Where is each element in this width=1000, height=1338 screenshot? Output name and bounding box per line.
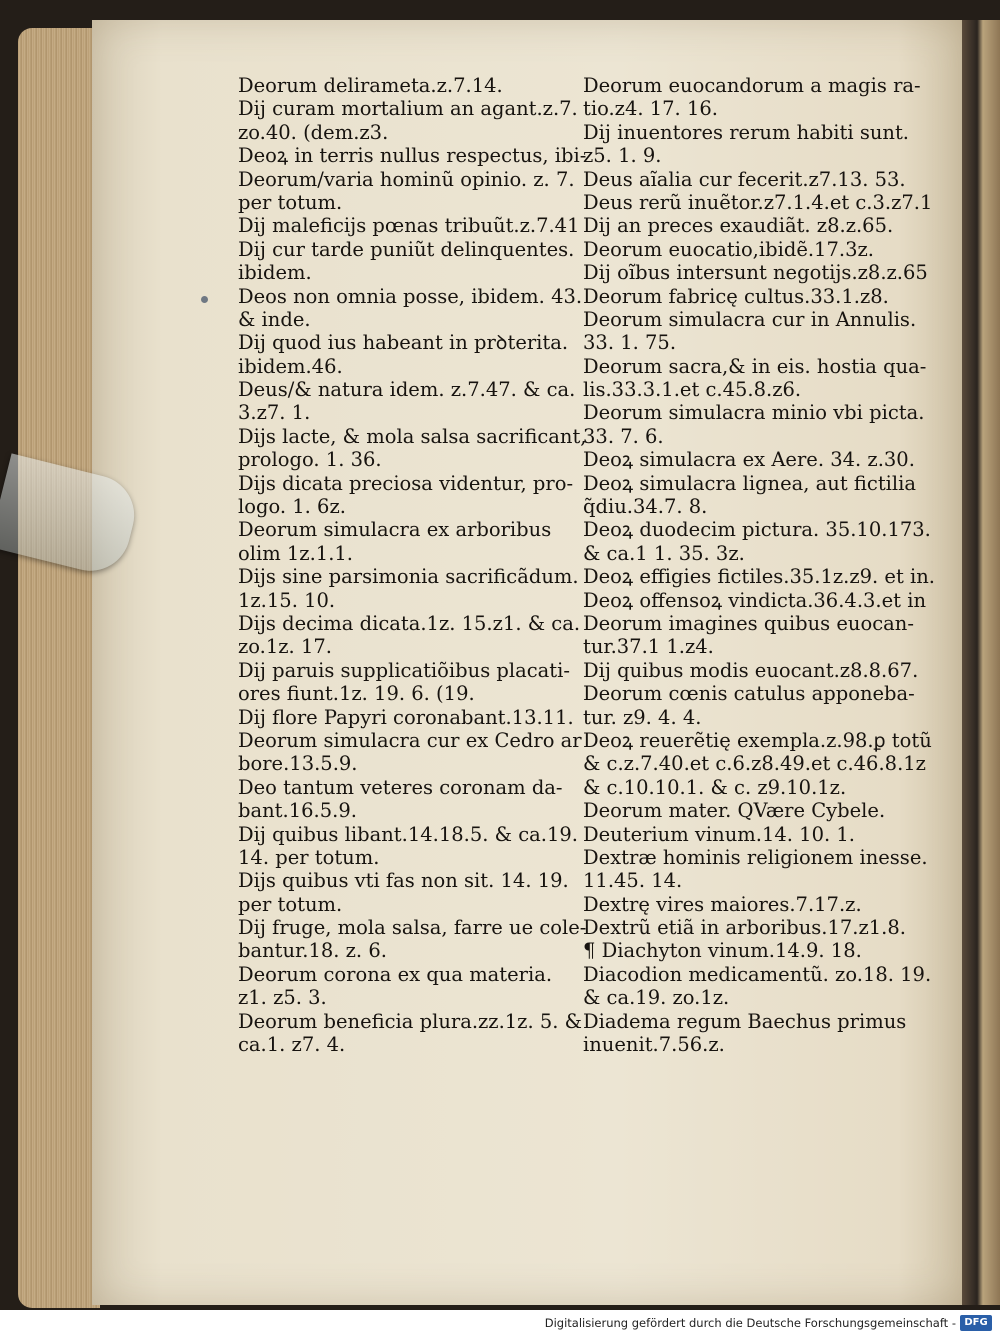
index-entry-line: per totum. — [238, 892, 343, 916]
index-entry-line: Dij curam mortalium an agant.z.7. — [238, 97, 578, 121]
index-entry-line: & inde. — [238, 307, 311, 331]
index-entry-line: Deorum sacra,& in eis. hostia qua- — [583, 354, 927, 378]
index-entry-line: Dij cur tarde puniũt delinquentes. — [238, 237, 575, 261]
index-entry-line: Deo tantum veteres coronam da- — [238, 775, 563, 799]
index-entry-line: ¶ Diachyton vinum.14.9. 18. — [583, 939, 862, 963]
index-entry-line: Dijs decima dicata.1z. 15.z1. & ca. — [238, 611, 581, 635]
index-entry-line: Deorum euocatio,ibidẽ.17.3z. — [583, 237, 874, 261]
index-entry-line: Deorum beneficia plura.zz.1z. 5. & — [238, 1009, 583, 1033]
index-entry-line: bore.13.5.9. — [238, 752, 358, 776]
blue-dot-mark — [201, 296, 208, 303]
index-entry-line: Deoꝝ effigies fictiles.35.1z.z9. et in. — [583, 565, 935, 589]
index-entry-line: Dijs sine parsimonia sacrificãdum. — [238, 565, 579, 589]
index-entry-line: z5. 1. 9. — [583, 144, 662, 168]
index-entry-line: bantur.18. z. 6. — [238, 939, 387, 963]
index-entry-line: 14. per totum. — [238, 845, 380, 869]
index-entry-line: Deorum mater. QVære Cybele. — [583, 799, 886, 823]
index-entry-line: Dij inuentores rerum habiti sunt. — [583, 120, 909, 144]
index-entry-line: Dextrę vires maiores.7.17.z. — [583, 892, 862, 916]
index-entry-line: q̃diu.34.7. 8. — [583, 495, 708, 519]
index-entry-line: zo.1z. 17. — [238, 635, 332, 659]
index-entry-line: zo.40. (dem.z3. — [238, 120, 389, 144]
index-entry-line: Deus aĩalia cur fecerit.z7.13. 53. — [583, 167, 906, 191]
index-entry-line: 1z.15. 10. — [238, 588, 336, 612]
index-entry-line: Dij oĩbus intersunt negotijs.z8.z.65 — [583, 261, 928, 285]
index-entry-line: Dij maleficijs pœnas tribuũt.z.7.41 — [238, 214, 580, 238]
index-entry-line: Deoꝝ reuerẽtię exempla.z.98.ꝑ totũ — [583, 728, 932, 752]
index-entry-line: Dij quibus modis euocant.z8.8.67. — [583, 658, 919, 682]
index-entry-line: Diacodion medicamentũ. zo.18. 19. — [583, 962, 932, 986]
index-entry-line: Deuterium vinum.14. 10. 1. — [583, 822, 856, 846]
index-entry-line: ibidem. — [238, 261, 312, 285]
index-entry-line: Deorum simulacra ex arboribus — [238, 518, 552, 542]
index-entry-line: Deorum simulacra minio vbi picta. — [583, 401, 925, 425]
index-entry-line: ca.1. z7. 4. — [238, 1033, 346, 1057]
index-entry-line: 33. 1. 75. — [583, 331, 677, 355]
index-entry-line: tur.37.1 1.z4. — [583, 635, 714, 659]
footer-credit: Digitalisierung gefördert durch die Deutsche Forschungsgemeinschaft - — [544, 1316, 956, 1330]
index-entry-line: Deoꝝ simulacra lignea, aut fictilia — [583, 471, 917, 495]
index-entry-line: Deus/& natura idem. z.7.47. & ca. — [238, 378, 576, 402]
index-entry-line: logo. 1. 6z. — [238, 495, 346, 519]
index-entry-line: olim 1z.1.1. — [238, 541, 353, 565]
index-entry-line: Dextræ hominis religionem inesse. — [583, 845, 928, 869]
index-entry-line: Deus rerũ inuẽtor.z7.1.4.et c.3.z7.1 — [583, 190, 933, 214]
index-entry-line: & c.10.10.1. & c. z9.10.1z. — [583, 775, 847, 799]
index-entry-line: & c.z.7.40.et c.6.z8.49.et c.46.8.1z — [583, 752, 926, 776]
index-entry-line: prologo. 1. 36. — [238, 448, 382, 472]
index-entry-line: 11.45. 14. — [583, 869, 683, 893]
index-column-left — [238, 74, 587, 1057]
index-entry-line: Diadema regum Baechus primus — [583, 1009, 907, 1033]
index-entry-line: Deoꝝ simulacra ex Aere. 34. z.30. — [583, 448, 915, 472]
index-entry-line: Deorum simulacra cur ex Cedro ar — [238, 728, 582, 752]
index-entry-line: Dij an preces exaudiãt. z8.z.65. — [583, 214, 894, 238]
index-entry-line: inuenit.7.56.z. — [583, 1033, 725, 1057]
index-entry-line: Dij fruge, mola salsa, farre ue cole- — [238, 916, 587, 940]
index-entry-line: lis.33.3.1.et c.45.8.z6. — [583, 378, 802, 402]
index-entry-line: Dijs dicata preciosa videntur, pro- — [238, 471, 574, 495]
index-entry-line: Deorum cœnis catulus apponeba- — [583, 682, 915, 706]
index-entry-line: per totum. — [238, 190, 343, 214]
index-entry-line: tur. z9. 4. 4. — [583, 705, 702, 729]
index-entry-line: Deoꝝ duodecim pictura. 35.10.173. — [583, 518, 931, 542]
index-entry-line: 3.z7. 1. — [238, 401, 311, 425]
index-entry-line: Deorum imagines quibus euocan- — [583, 611, 914, 635]
index-entry-line: Dij flore Papyri coronabant.13.11. — [238, 705, 574, 729]
index-entry-line: tio.z4. 17. 16. — [583, 97, 718, 121]
index-entry-line: Deos non omnia posse, ibidem. 43. — [238, 284, 583, 308]
index-entry-line: Dij quod ius habeant in prꝺterita. — [238, 331, 569, 355]
index-entry-line: Dextrũ etiã in arboribus.17.z1.8. — [583, 916, 906, 940]
binding-gutter — [962, 20, 1000, 1305]
index-entry-line: & ca.19. zo.1z. — [583, 986, 730, 1010]
page-edges — [18, 28, 100, 1308]
index-entry-line: 33. 7. 6. — [583, 424, 664, 448]
index-entry-line: Deoꝝ offensoꝝ vindicta.36.4.3.et in — [583, 588, 926, 612]
index-entry-line: bant.16.5.9. — [238, 799, 357, 823]
index-entry-line: Deoꝝ in terris nullus respectus, ibi- — [238, 144, 587, 168]
index-entry-line: Dijs quibus vti fas non sit. 14. 19. — [238, 869, 569, 893]
index-entry-line: Dij paruis supplicatiõibus placati- — [238, 658, 570, 682]
index-column-right — [583, 74, 935, 1057]
index-entry-line: Deorum/varia hominũ opinio. z. 7. — [238, 167, 575, 191]
index-entry-line: Dij quibus libant.14.18.5. & ca.19. — [238, 822, 578, 846]
footer-bar — [0, 1310, 1000, 1338]
index-entry-line: Deorum simulacra cur in Annulis. — [583, 307, 917, 331]
index-entry-line: ores fiunt.1z. 19. 6. (19. — [238, 682, 475, 706]
index-entry-line: z1. z5. 3. — [238, 986, 327, 1010]
index-entry-line: Deorum fabricę cultus.33.1.z8. — [583, 284, 889, 308]
index-entry-line: Dijs lacte, & mola salsa sacrificant, — [238, 424, 587, 448]
index-entry-line: Deorum delirameta.z.7.14. — [238, 74, 503, 97]
index-entry-line: Deorum corona ex qua materia. — [238, 962, 553, 986]
index-entry-line: ibidem.46. — [238, 354, 343, 378]
index-entry-line: & ca.1 1. 35. 3z. — [583, 541, 745, 565]
index-entry-line: Deorum euocandorum a magis ra- — [583, 74, 921, 97]
dfg-logo: DFG — [960, 1315, 992, 1331]
